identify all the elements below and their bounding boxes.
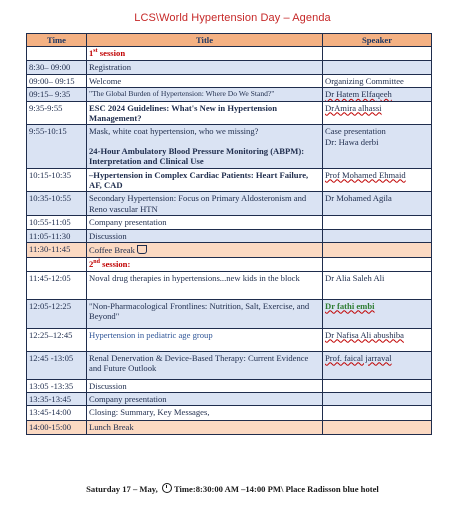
speaker-name: Prof. faical jarraval <box>323 351 432 379</box>
session-row <box>27 47 432 61</box>
table-row: 10:35-10:55 Secondary Hypertension: Focus on Primary Aldosteronism and Reno vascular HTN Dr Mohamed Agila <box>27 192 432 216</box>
page-title: LCS\World Hypertension Day – Agenda <box>134 12 331 24</box>
table-row: 11:30-11:45 Coffee Break <box>27 243 432 257</box>
speaker-name: Dr fathi embi <box>323 299 432 328</box>
table-row: 09:00– 09:15 Welcome Organizing Committee <box>27 74 432 87</box>
table-row: 13:05 -13:35 Discussion <box>27 379 432 392</box>
table-row: 11:05-11:30 Discussion <box>27 229 432 242</box>
table-row: 9:55-10:15 Mask, white coat hypertension, who we missing? 24-Hour Ambulatory Blood Pressure Monitoring (ABPM): Interpretation and Clinical Use Case presentation Dr: Hawa derbi <box>27 125 432 168</box>
table-row: 13:45-14:00 Closing: Summary, Key Messages, <box>27 406 432 421</box>
speaker-name: Dr Hatem Elfaqeeh <box>323 88 432 101</box>
table-row: 12:25–12:45 Hypertension in pediatric age group Dr Nafisa Ali abushiba <box>27 328 432 351</box>
event-footer <box>0 482 465 494</box>
header-title: Title <box>87 34 323 47</box>
table-row: 8:30– 09:00 Registration <box>27 61 432 74</box>
speaker-name: DrAmira alhassi <box>323 101 432 125</box>
header-speaker: Speaker <box>323 34 432 47</box>
session-1-label: 1st session <box>87 47 323 61</box>
session-row <box>27 257 432 271</box>
table-row: 13:35-13:45 Company presentation <box>27 392 432 405</box>
agenda-table <box>26 33 432 435</box>
event-date: Saturday 17 – May, <box>86 484 158 494</box>
table-header-row <box>27 34 432 47</box>
table-row: 09:15– 9:35 "The Global Burden of Hypertension: Where Do We Stand?" Dr Hatem Elfaqeeh <box>27 88 432 101</box>
session-2-label: 2nd session: <box>87 257 323 271</box>
table-row: 10:15-10:35 –Hypertension in Complex Cardiac Patients: Heart Failure, AF, CAD Prof Mohamed Ehmaid <box>27 168 432 192</box>
speaker-cell: Case presentation Dr: Hawa derbi <box>323 125 432 168</box>
table-row: 12:45 -13:05 Renal Denervation & Device-Based Therapy: Current Evidence and Future Outlook Prof. faical jarraval <box>27 351 432 379</box>
event-time-place: Time:8:30:00 AM –14:00 PM\ Place Radisson blue hotel <box>173 484 379 494</box>
table-row: 12:05-12:25 "Non-Pharmacological Frontlines: Nutrition, Salt, Exercise, and Beyond" Dr fathi embi <box>27 299 432 328</box>
coffee-cup-icon <box>137 245 147 254</box>
title-cell: Mask, white coat hypertension, who we missing? 24-Hour Ambulatory Blood Pressure Monitoring (ABPM): Interpretation and Clinical Use <box>87 125 323 168</box>
header-time: Time <box>27 34 87 47</box>
table-row: 9:35-9:55 ESC 2024 Guidelines: What's New in Hypertension Management? DrAmira alhassi <box>27 101 432 125</box>
table-row: 10:55-11:05 Company presentation <box>27 216 432 229</box>
speaker-name: Dr Nafisa Ali abushiba <box>323 328 432 351</box>
clock-icon <box>162 483 172 493</box>
table-row: 11:45-12:05 Noval drug therapies in hypertensions...new kids in the block Dr Alia Saleh Ali <box>27 271 432 299</box>
coffee-break-cell: Coffee Break <box>87 243 323 257</box>
speaker-name: Prof Mohamed Ehmaid <box>323 168 432 192</box>
table-row: 14:00-15:00 Lunch Break <box>27 421 432 434</box>
